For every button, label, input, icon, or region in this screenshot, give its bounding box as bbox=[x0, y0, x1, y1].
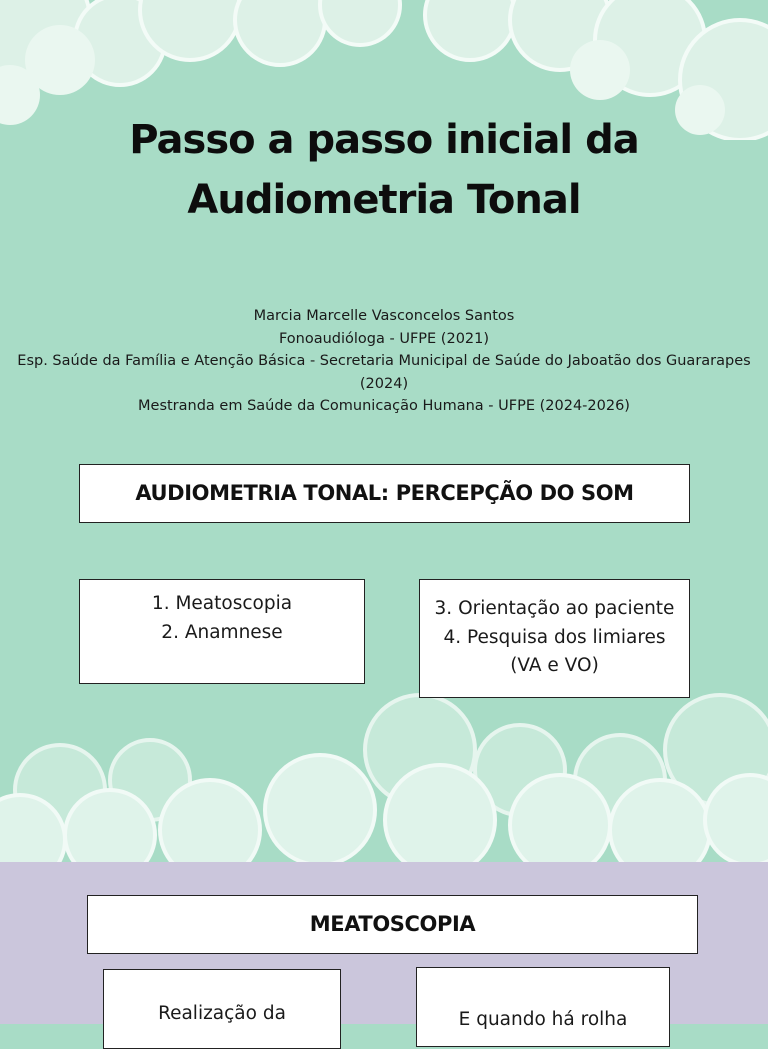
meatoscopia-right-box bbox=[416, 967, 670, 1047]
title-line-2: Audiometria Tonal bbox=[187, 177, 581, 223]
steps-right-box bbox=[419, 579, 690, 698]
meatoscopia-heading: MEATOSCOPIA bbox=[309, 912, 476, 936]
step-anamnese: 2. Anamnese bbox=[161, 621, 283, 643]
meatoscopia-heading-box bbox=[87, 895, 698, 954]
step-orientacao: 3. Orientação ao paciente bbox=[434, 598, 675, 619]
step-meatoscopia: 1. Meatoscopia bbox=[151, 593, 293, 614]
author-specialization: Esp. Saúde da Família e Atenção Básica - Secretaria Municipal de Saúde do Jaboatão dos Guararapes (2024) bbox=[17, 353, 751, 392]
bottom-clouds-decoration bbox=[0, 690, 768, 865]
author-credentials bbox=[10, 305, 758, 418]
section-heading: AUDIOMETRIA TONAL: PERCEPÇÃO DO SOM bbox=[135, 481, 634, 505]
title-line-1: Passo a passo inicial da bbox=[129, 117, 639, 163]
section-heading-box bbox=[79, 464, 690, 523]
meatoscopia-left-text: Realização da bbox=[158, 1003, 286, 1024]
page-title bbox=[0, 110, 768, 230]
author-masters: Mestranda em Saúde da Comunicação Humana - UFPE (2024-2026) bbox=[138, 398, 630, 414]
author-degree: Fonoaudióloga - UFPE (2021) bbox=[278, 330, 490, 347]
meatoscopia-right-text: E quando há rolha bbox=[458, 1009, 628, 1030]
step-pesquisa-limiares: 4. Pesquisa dos limiares bbox=[443, 626, 666, 648]
step-va-vo: (VA e VO) bbox=[510, 655, 599, 676]
steps-left-box bbox=[79, 579, 365, 684]
author-name: Marcia Marcelle Vasconcelos Santos bbox=[253, 308, 515, 324]
meatoscopia-left-box bbox=[103, 969, 341, 1049]
